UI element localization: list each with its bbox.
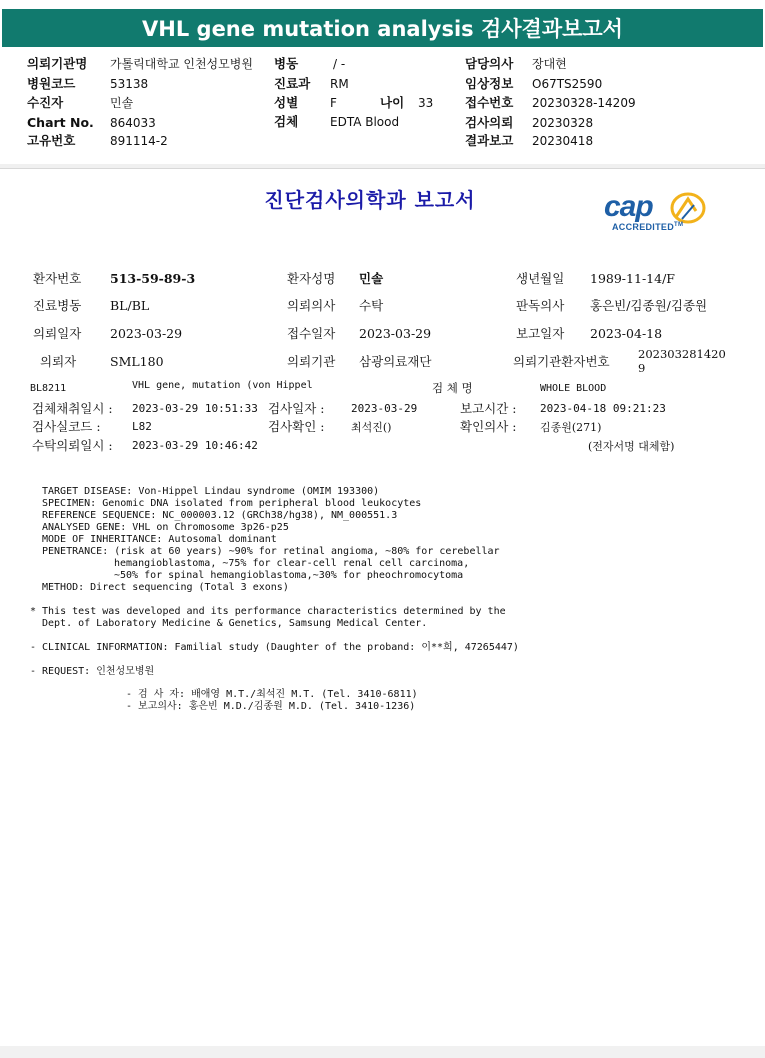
result-report-label: 결과보고 [465,133,514,148]
confirming-doctor-label: 확인의사 : [460,419,517,434]
penetrance-line-2: hemangioblastoma, ~75% for clear-cell renal cell carcinoma, [114,558,470,569]
penetrance-line-3: ~50% for spinal hemangioblastoma,~30% for pheochromocytoma [114,570,464,581]
consign-time-value: 2023-03-29 10:46:42 [132,439,258,452]
examinee-label: 수진자 [27,95,64,110]
patient-no-value: 513-59-89-3 [110,271,196,286]
hospital-code-label: 병원코드 [27,76,76,91]
birthdate-label: 생년월일 [516,271,565,286]
clinical-info-label: 임상정보 [465,76,514,91]
reading-doctor-value: 홍은빈/김종원/김종원 [590,298,708,313]
analysed-gene-line: ANALYSED GENE: VHL on Chromosome 3p26-p25 [42,522,289,533]
specimen-label: 검체 [274,114,299,129]
receipt-date-value: 2023-03-29 [359,326,432,341]
chart-no-label: Chart No. [27,115,94,130]
specimen-name-label: 검 체 명 [432,381,473,395]
test-code: BL8211 [30,383,67,394]
test-confirm-value: 최석진() [351,421,392,434]
hospital-code-value: 53138 [110,77,149,91]
sex-label: 성별 [274,95,299,110]
lab-code-label: 검사실코드 : [32,419,101,434]
receipt-date-label: 접수일자 [287,326,336,341]
collection-time-value: 2023-03-29 10:51:33 [132,402,258,415]
unique-no-label: 고유번호 [27,133,76,148]
test-name: VHL gene, mutation (von Hippel [132,380,313,391]
cap-logo-word: cap [604,190,653,223]
clinical-info-value: O67TS2590 [532,77,603,91]
request-line: - REQUEST: 인천성모병원 [30,666,155,677]
receipt-no-label: 접수번호 [465,95,514,110]
request-date-label: 의뢰일자 [33,326,82,341]
cap-seal-icon [666,191,708,225]
cap-accredited-logo [604,191,708,237]
department-value: RM [330,77,349,91]
institution-patient-no-value-cont: 9 [638,361,646,375]
lab-code-value: L82 [132,420,152,433]
unique-no-value: 891114-2 [110,134,168,148]
confirming-doctor-value: 김종원(271) [540,421,602,434]
ordering-doctor-label: 의뢰의사 [287,298,336,313]
report-time-label: 보고시간 : [460,401,517,416]
collection-time-label: 검체채취일시 : [32,401,113,416]
penetrance-line: PENETRANCE: (risk at 60 years) ~90% for retinal angioma, ~80% for cerebellar [42,546,500,557]
institution-patient-no-label: 의뢰기관환자번호 [513,354,610,369]
requester-value: SML180 [110,354,164,369]
report-header-title: VHL gene mutation analysis 검사결과보고서 [2,9,763,47]
clinical-information-line: - CLINICAL INFORMATION: Familial study (Daughter of the proband: 이**희, 47265447) [30,642,519,653]
report-title: 진단검사의학과 보고서 [264,188,476,212]
age-label: 나이 [380,95,405,110]
birthdate-value: 1989-11-14/F [590,271,675,286]
institution-patient-no-value: 202303281420 [638,347,726,361]
disclaimer-line-2: Dept. of Laboratory Medicine & Genetics, Samsung Medical Center. [42,618,428,629]
ward-value: / - [333,57,346,71]
patient-name-value: 민솔 [359,271,384,286]
result-report-value: 20230418 [532,134,594,148]
physician-label: 담당의사 [465,56,514,71]
section-divider-line [0,168,765,169]
patient-name-label: 환자성명 [287,271,336,286]
physician-value: 장대현 [532,57,567,71]
requesting-institution-value: 삼광의료재단 [359,354,432,369]
cap-logo-accredited: ACCREDITED™ [612,222,684,232]
institution-label: 의뢰기관명 [27,56,88,71]
test-request-label: 검사의뢰 [465,115,514,130]
specimen-name-value: WHOLE BLOOD [540,383,607,394]
reporting-doctor-line: - 보고의사: 홍은빈 M.D./김종원 M.D. (Tel. 3410-1236) [126,701,416,712]
receipt-no-value: 20230328-14209 [532,96,636,110]
patient-no-label: 환자번호 [33,271,82,286]
ward-code-label: 진료병동 [33,298,82,313]
report-date-label: 보고일자 [516,326,565,341]
sex-value: F [330,96,337,110]
specimen-line: SPECIMEN: Genomic DNA isolated from peripheral blood leukocytes [42,498,422,509]
specimen-value: EDTA Blood [330,115,400,129]
test-date-label: 검사일자 : [268,401,325,416]
test-request-value: 20230328 [532,116,594,130]
ward-code-value: BL/BL [110,298,150,313]
report-time-value: 2023-04-18 09:21:23 [540,402,666,415]
consign-time-label: 수탁의뢰일시 : [32,438,113,453]
reference-sequence-line: REFERENCE SEQUENCE: NC_000003.12 (GRCh38/hg38), NM_000551.3 [42,510,398,521]
test-confirm-label: 검사확인 : [268,419,325,434]
age-value: 33 [418,96,434,110]
examinee-value: 민솔 [110,96,134,110]
chart-no-value: 864033 [110,116,156,130]
institution-value: 가톨릭대학교 인천성모병원 [110,57,253,71]
ordering-doctor-value: 수탁 [359,298,384,313]
inheritance-line: MODE OF INHERITANCE: Autosomal dominant [42,534,277,545]
method-line: METHOD: Direct sequencing (Total 3 exons) [42,582,289,593]
report-date-value: 2023-04-18 [590,326,663,341]
requesting-institution-label: 의뢰기관 [287,354,336,369]
disclaimer-line-1: * This test was developed and its performance characteristics determined by the [30,606,506,617]
signature-note: (전자서명 대체함) [588,440,675,453]
target-disease-line: TARGET DISEASE: Von-Hippel Lindau syndrome (OMIM 193300) [42,486,380,497]
ward-label: 병동 [274,56,299,71]
test-date-value: 2023-03-29 [351,402,418,415]
reading-doctor-label: 판독의사 [516,298,565,313]
requester-label: 의뢰자 [40,354,77,369]
request-date-value: 2023-03-29 [110,326,183,341]
department-label: 진료과 [274,76,311,91]
tester-line: - 검 사 자: 배애영 M.T./최석진 M.T. (Tel. 3410-6811) [126,689,418,700]
